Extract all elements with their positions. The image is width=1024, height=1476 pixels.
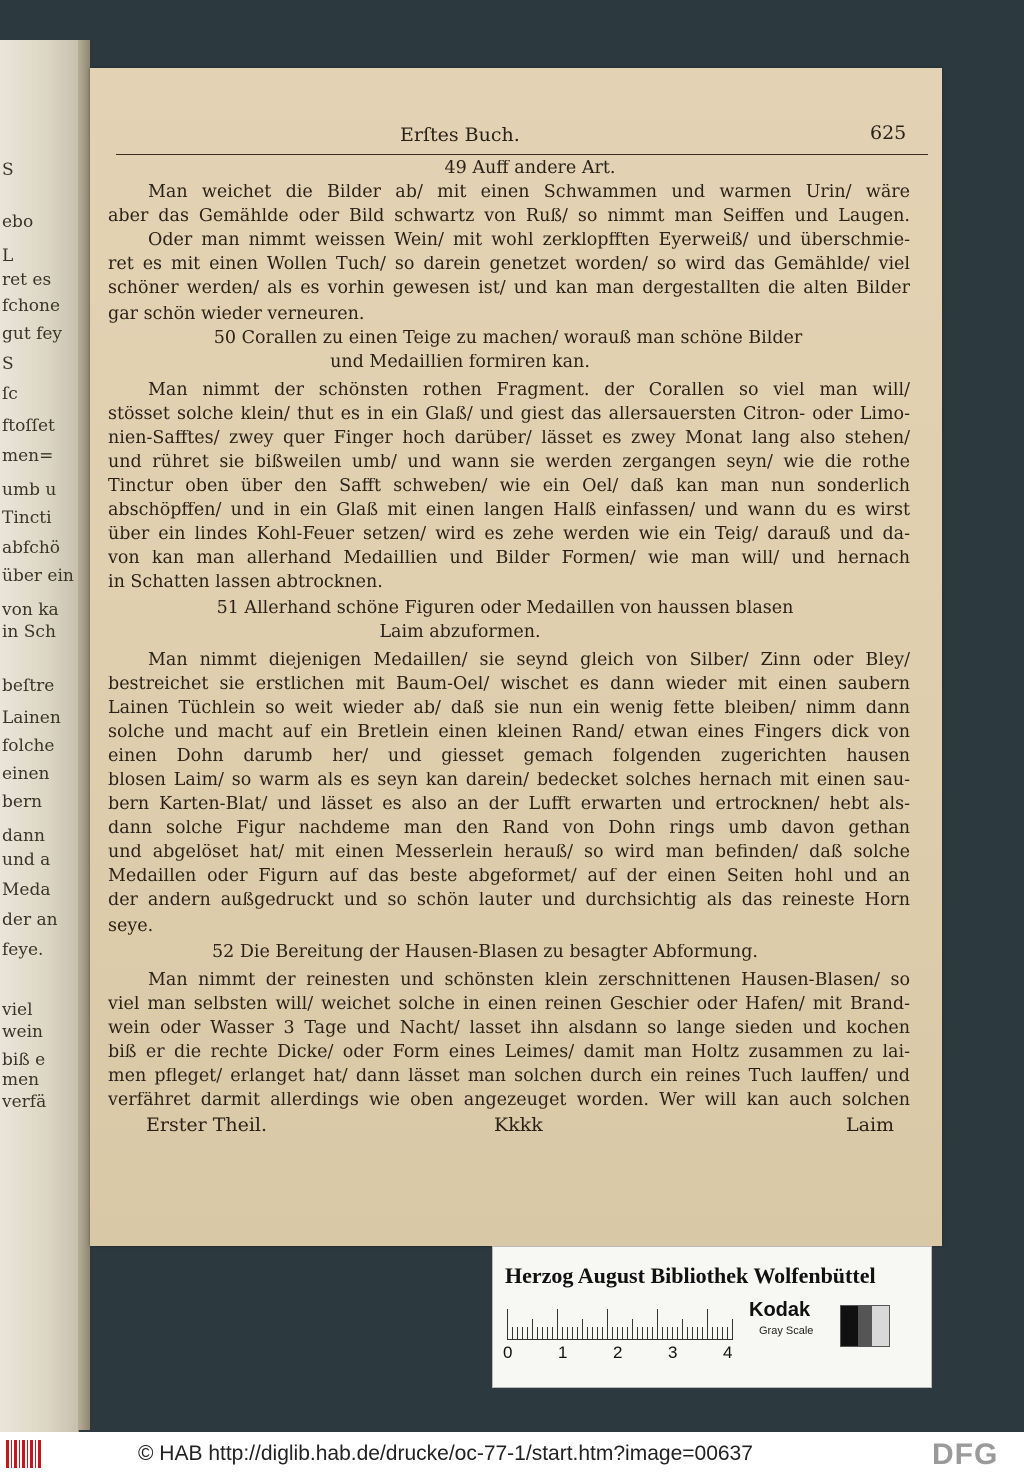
ruler-tick — [647, 1327, 648, 1339]
text-line: Oder man nimmt weissen Wein/ mit wohl zerklopfften Eyerweiß/ und überschmie- — [148, 232, 910, 250]
page-number: 625 — [870, 124, 907, 143]
left-page-fragment: ebo — [2, 212, 34, 232]
text-line: biß er die rechte Dicke/ oder Form eines Leimes/ damit man Holtz zusammen zu lai- — [108, 1044, 910, 1062]
left-page-fragment: viel — [2, 1000, 33, 1020]
ruler-tick — [562, 1327, 563, 1339]
text-line: 51 Allerhand schöne Figuren oder Medaillen von haussen blasen — [216, 600, 794, 618]
left-page-fragment: ftoſſet — [2, 416, 55, 436]
ruler-tick — [717, 1327, 718, 1339]
header-rule — [116, 154, 928, 155]
ruler-tick — [522, 1327, 523, 1339]
left-page-fragment: fchone — [2, 296, 61, 316]
text-line: viel man selbsten will/ weichet solche in einen reinen Geschier oder Hafen/ mit Brand- — [108, 996, 910, 1014]
kodak-brand: Kodak — [749, 1299, 811, 1321]
ruler-tick — [667, 1327, 668, 1339]
ruler-tick — [602, 1327, 603, 1339]
text-line: seye. — [108, 918, 154, 936]
ruler-tick — [657, 1309, 658, 1339]
ruler-tick — [692, 1327, 693, 1339]
left-page-fragment: von ka — [2, 600, 59, 620]
text-line: blosen Laim/ so warm als es seyn kan darein/ bedecket solches hernach mit einen sau- — [108, 772, 910, 790]
ruler-tick — [622, 1327, 623, 1339]
ruler-number: 0 — [503, 1343, 513, 1362]
left-page-fragment: und a — [2, 850, 51, 870]
left-page-fragment: L — [2, 246, 14, 266]
left-page-fragment: verfä — [2, 1092, 47, 1112]
ruler-tick — [507, 1309, 508, 1339]
left-page-fragment: Meda — [2, 880, 51, 900]
text-line: Man weichet die Bilder ab/ mit einen Schwammen und warmen Urin/ wäre — [148, 184, 910, 202]
ruler-tick — [592, 1327, 593, 1339]
text-line: bestreichet sie erstlichen mit Baum-Oel/ wischet es dann wieder mit einen saubern — [108, 676, 910, 694]
text-line: Man nimmt der schönsten rothen Fragment. der Corallen so viel man will/ — [148, 382, 910, 400]
dfg-logo: DFG — [932, 1438, 999, 1471]
ruler-tick — [682, 1319, 683, 1339]
text-line: nien-Safftes/ zwey quer Finger hoch darüber/ lässet es zwey Monat lang also stehen/ — [108, 430, 910, 448]
ruler-tick — [572, 1327, 573, 1339]
ruler-tick — [557, 1309, 558, 1339]
text-line: bern Karten-Blat/ und lässet es also an der Lufft erwarten und ertrocknen/ hebt als- — [108, 796, 910, 814]
left-page-fragment: biß e — [2, 1050, 46, 1070]
ruler-tick — [632, 1319, 633, 1339]
text-line: wein oder Wasser 3 Tage und Nacht/ lasset ihn alsdann so lange sieden und kochen — [108, 1020, 910, 1038]
text-line: abschöpffen/ und in ein Glaß mit einen langen Halß einfassen/ und wann du es wirst — [108, 502, 910, 520]
text-line: gar schön wieder verneuren. — [108, 306, 365, 324]
left-page-fragment: Lainen — [2, 708, 61, 728]
text-line: Tinctur oben über den Safft schweben/ wie ein Oel/ daß kan man nun sonderlich — [108, 478, 910, 496]
ruler-tick — [607, 1309, 608, 1339]
left-page-fragment: men= — [2, 446, 54, 466]
ruler-tick — [712, 1327, 713, 1339]
ruler-tick — [527, 1327, 528, 1339]
ruler-tick — [662, 1327, 663, 1339]
catchword: Laim — [846, 1116, 895, 1135]
copyright-url[interactable]: © HAB http://diglib.hab.de/drucke/oc-77-1/start.htm?image=00637 — [138, 1442, 753, 1465]
ruler-tick — [727, 1327, 728, 1339]
text-line: aber das Gemählde oder Bild schwartz von Ruß/ so nimmt man Seiffen und Laugen. — [108, 208, 910, 226]
ruler-tick — [547, 1327, 548, 1339]
left-page-fragment: der an — [2, 910, 58, 930]
left-page-fragment: bern — [2, 792, 43, 812]
text-line: schöner werden/ als es vorhin gewesen ist/ und kan man dergestallten die alten Bilder — [108, 280, 910, 298]
left-page-fragment: gut fey — [2, 324, 63, 344]
text-line: 50 Corallen zu einen Teige zu machen/ worauß man schöne Bilder — [213, 330, 803, 348]
text-line: in Schatten lassen abtrocknen. — [108, 574, 383, 592]
gray-scale-patch — [840, 1305, 890, 1347]
text-line: verfähret darmit allerdings wie oben angezeuget worden. Wer will kan auch solchen — [108, 1092, 910, 1110]
ruler — [507, 1305, 733, 1340]
text-line: stösset solche klein/ thut es in ein Glaß/ und giest das allersauersten Citron- oder Limo- — [108, 406, 910, 424]
text-line: Man nimmt diejenigen Medaillen/ sie seynd gleich von Silber/ Zinn oder Bley/ — [148, 652, 910, 670]
barcode-icon — [6, 1440, 42, 1468]
running-head: Erſtes Buch. — [400, 126, 520, 145]
left-page-fragment: Tincti — [2, 508, 52, 528]
ruler-tick — [652, 1327, 653, 1339]
ruler-tick — [627, 1327, 628, 1339]
left-page-edge — [0, 40, 79, 1440]
ruler-tick — [677, 1327, 678, 1339]
ruler-tick — [582, 1319, 583, 1339]
ruler-tick — [687, 1327, 688, 1339]
text-line: 49 Auff andere Art. — [444, 160, 616, 178]
left-page-fragment: feye. — [2, 940, 44, 960]
left-page-fragment: ret es — [2, 270, 52, 290]
left-page-fragment: abfchö — [2, 538, 61, 558]
ruler-tick — [577, 1327, 578, 1339]
text-line: Lainen Tüchlein so weit wieder ab/ daß sie nun ein wenig fette bleiben/ nimm dann — [108, 700, 910, 718]
ruler-tick — [617, 1327, 618, 1339]
ruler-tick — [587, 1327, 588, 1339]
left-page-fragment: beſtre — [2, 676, 55, 696]
ruler-tick — [707, 1309, 708, 1339]
library-name: Herzog August Bibliothek Wolfenbüttel — [505, 1263, 876, 1288]
text-line: Man nimmt der reinesten und schönsten klein zerschnittenen Hausen-Blasen/ so — [148, 972, 910, 990]
text-line: solche und macht auf ein Bretlein einen kleinen Rand/ etwan eines Fingers dick von — [108, 724, 910, 742]
left-page-fragment: dann — [2, 826, 45, 846]
left-page-fragment: einen — [2, 764, 50, 784]
left-page-fragment: men — [2, 1070, 40, 1090]
left-page-fragment: umb u — [2, 480, 57, 500]
text-line: 52 Die Bereitung der Hausen-Blasen zu besagter Abformung. — [212, 944, 758, 962]
left-page-fragment: in Sch — [2, 622, 56, 642]
left-page-fragment: S — [2, 160, 14, 180]
ruler-tick — [537, 1327, 538, 1339]
book-page — [90, 68, 942, 1246]
ruler-number: 1 — [558, 1343, 568, 1362]
ruler-tick — [552, 1327, 553, 1339]
ruler-tick — [702, 1327, 703, 1339]
ruler-tick — [672, 1327, 673, 1339]
footer-bar — [0, 1432, 1024, 1476]
library-label — [492, 1246, 932, 1388]
text-line: und rühret sie bißweilen umb/ und wann sie werden zergangen seyn/ wie die rothe — [108, 454, 910, 472]
ruler-tick — [597, 1327, 598, 1339]
left-page-fragment: folche — [2, 736, 55, 756]
ruler-tick — [722, 1327, 723, 1339]
ruler-tick — [542, 1327, 543, 1339]
book-gutter — [78, 40, 90, 1430]
ruler-number: 3 — [668, 1343, 678, 1362]
text-line: über ein lindes Kohl-Feuer setzen/ wird es zehe werden wie ein Teig/ darauß und da- — [108, 526, 910, 544]
left-page-fragment: wein — [2, 1022, 43, 1042]
ruler-tick — [732, 1319, 733, 1339]
left-page-fragment: ſc — [2, 384, 18, 404]
text-line: und abgelöset hat/ mit einen Messerlein herauß/ so wird man befinden/ daß solche — [108, 844, 910, 862]
signature-mark: Kkkk — [494, 1116, 543, 1135]
footer-left: Erster Theil. — [146, 1116, 268, 1135]
ruler-tick — [567, 1327, 568, 1339]
ruler-tick — [532, 1319, 533, 1339]
gray-scale-caption: Gray Scale — [759, 1325, 814, 1337]
ruler-number: 4 — [723, 1343, 733, 1362]
text-line: men pfleget/ erlanget hat/ dann lässet man solchen durch ein reines Tuch lauffen/ und — [108, 1068, 910, 1086]
text-line: und Medaillien formiren kan. — [330, 354, 590, 372]
text-line: der andern außgedruckt und so schön lauter und durchsichtig als das reineste Horn — [108, 892, 910, 910]
text-line: ret es mit einen Wollen Tuch/ so darein genetzet worden/ so wird das Gemählde/ viel — [108, 256, 910, 274]
ruler-tick — [697, 1327, 698, 1339]
text-line: dann solche Figur nachdeme man den Rand von Dohn rings umb davon gethan — [108, 820, 910, 838]
text-line: Medaillen oder Figurn auf das beste abgeformet/ auf der einen Seiten hohl und an — [108, 868, 910, 886]
ruler-tick — [637, 1327, 638, 1339]
text-line: einen Dohn darumb her/ und giesset gemach folgenden zugerichten hausen — [108, 748, 910, 766]
ruler-tick — [612, 1327, 613, 1339]
left-page-fragment: über ein — [2, 566, 74, 586]
ruler-number: 2 — [613, 1343, 623, 1362]
ruler-tick — [512, 1327, 513, 1339]
left-page-fragment: S — [2, 354, 14, 374]
text-line: von kan man allerhand Medaillien und Bilder Formen/ wie man will/ und hernach — [108, 550, 910, 568]
ruler-tick — [642, 1327, 643, 1339]
text-line: Laim abzuformen. — [379, 624, 541, 642]
ruler-tick — [517, 1327, 518, 1339]
